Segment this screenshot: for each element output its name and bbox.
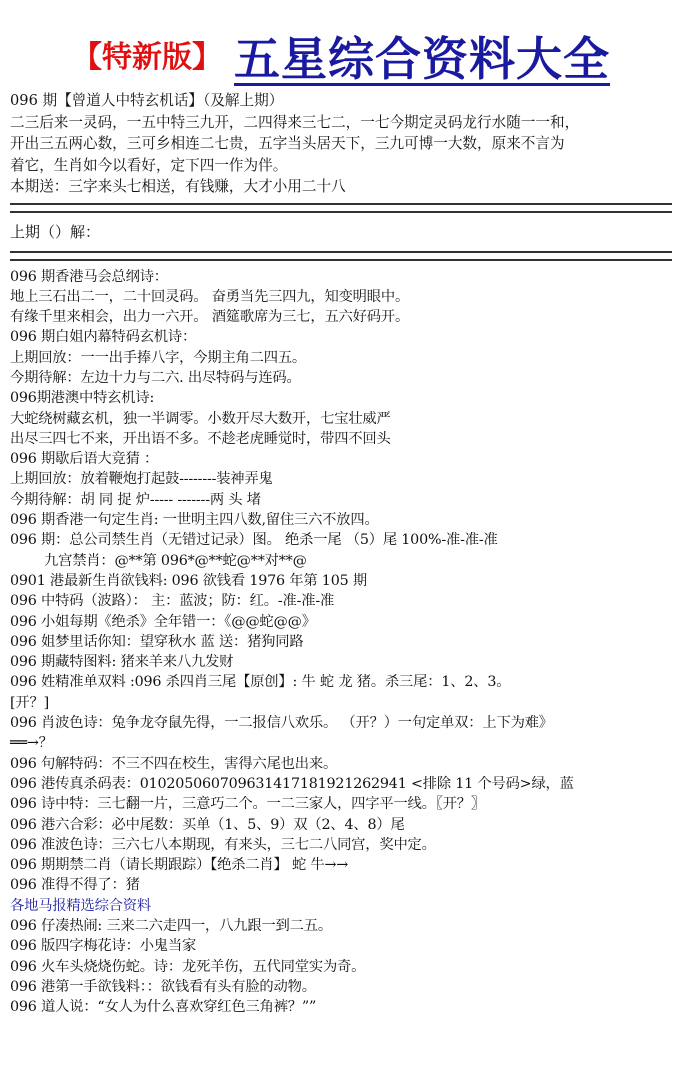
text-line: 出尽三四七不来，开出语不多。不趁老虎睡觉时，带四不回头: [10, 430, 391, 447]
intro-line: 二三后来一灵码，一五中特三九开，二四得来三七二，一七今期定灵码龙行水随一一和，: [10, 113, 580, 131]
text-line: 上期回放：一一出手捧八字，今期主角二四五。: [10, 349, 307, 366]
text-line: 096 期香港马会总纲诗：: [10, 268, 168, 285]
text-line: 096 期：总公司禁生肖（无错过记录）图。 绝杀一尾 （5）尾 100%-准-准-准: [10, 532, 498, 549]
double-divider: [10, 251, 672, 261]
text-line: 096 准得不得了：猪: [10, 877, 140, 894]
intro-line: 096 期【曾道人中特玄机话】（及解上期）: [10, 92, 284, 109]
text-line: [开？]: [10, 694, 49, 711]
text-line: 096 港六合彩：必中尾数：买单（1、5、9）双（2、4、8）尾: [10, 816, 405, 833]
text-line: 096 版四字梅花诗：小鬼当家: [10, 938, 197, 955]
text-line: 096 姐梦里话你知：望穿秋水 蓝 送：猪狗同路: [10, 633, 304, 650]
text-line: 096 中特码（波路）： 主：蓝波；防：红。-准-准-准: [10, 593, 335, 610]
text-line: 096 期藏特图料: 猪来羊来八九发财: [10, 654, 234, 671]
text-line: 096 准波色诗：三六七八本期现，有来头，三七二八同宫，奖中定。: [10, 836, 436, 853]
text-line: 大蛇绕树藏玄机，独一半调零。小数开尽大数开，七宝壮威严: [10, 410, 391, 427]
text-line: 今期待解：胡 同 捉 炉----- -------两 头 堵: [10, 491, 261, 508]
header: [10, 0, 672, 90]
section-heading: 各地马报精选综合资料: [10, 897, 151, 914]
intro-line: 本期送：三字来头七相送，有钱赚，大才小用二十八: [10, 178, 346, 195]
text-line: ══→？: [10, 735, 53, 752]
text-line: 096 期期禁二肖（请长期跟踪）【绝杀二肖】 蛇 牛→→: [10, 857, 349, 874]
intro-section: [10, 90, 672, 198]
text-line: 096 港第一手欲钱料：：欲钱看有头有脸的动物。: [10, 978, 316, 995]
text-line: 096 诗中特：三七翻一片，三意巧二个。一二三家人，四字平一线。〖开？〗: [10, 796, 485, 813]
page-title: 五星综合资料大全: [234, 31, 610, 86]
edition-badge: 【特新版】: [72, 40, 222, 75]
intro-line: 着它，生肖如今以看好，定下四一作为伴。: [10, 156, 288, 174]
text-line: 九宫禁肖：@**第 096*@**蛇@**对**@: [44, 552, 307, 569]
text-line: 096期港澳中特玄机诗:: [10, 390, 155, 407]
text-line: 096 港传真杀码表：010205060709631417181921262941 <排除 11 个号码>绿，蓝: [10, 775, 574, 792]
main-section: [10, 267, 672, 1018]
text-line: 096 姓精准单双料 :096 杀四肖三尾【原创】: 牛 蛇 龙 猪。杀三尾：1、2、3。: [10, 674, 511, 691]
text-line: 096 期白姐内幕特码玄机诗：: [10, 329, 197, 346]
text-line: 096 句解特码：不三不四在校生，害得六尾也出来。: [10, 755, 338, 772]
text-line: 096 期香港一句定生肖: 一世明主四八数,留住三六不放四。: [10, 512, 379, 529]
intro-line: 开出三五两心数，三可乡相连二七贵，五字当头居天下，三九可博一大数，原来不言为: [10, 135, 565, 152]
text-line: 096 仔凑热闹: 三来二六走四一，八九跟一到二五。: [10, 918, 332, 934]
last-period-line: 上期（）解：: [10, 222, 101, 241]
text-line: 地上三石出二一，二十回灵码。 奋勇当先三四九，知变明眼中。: [10, 288, 410, 305]
text-line: 096 期歇后语大竞猜 ：: [10, 451, 159, 468]
text-line: 096 道人说：“女人为什么喜欢穿红色三角裤？””: [10, 999, 317, 1016]
text-line: 0901 港最新生肖欲钱料: 096 欲钱看 1976 年第 105 期: [10, 572, 367, 589]
text-line: 096 肖波色诗：兔争龙夺鼠先得，一二报信八欢乐。 （开？）一句定单双：上下为难》: [10, 715, 553, 732]
text-line: 096 火车头烧烧伤蛇。诗：龙死羊伤，五代同堂实为奇。: [10, 958, 366, 975]
double-divider: [10, 203, 672, 213]
text-line: 上期回放：放着鞭炮打起鼓--------装神弄鬼: [10, 471, 273, 488]
text-line: 有缘千里来相会，出力一六开。 酒筵歌席为三七，五六好码开。: [10, 309, 410, 326]
text-line: 今期待解：左边十力与二六. 出尽特码与连码。: [10, 369, 301, 386]
text-line: 096 小姐每期《绝杀》全年错一：《@@蛇@@》: [10, 613, 316, 630]
